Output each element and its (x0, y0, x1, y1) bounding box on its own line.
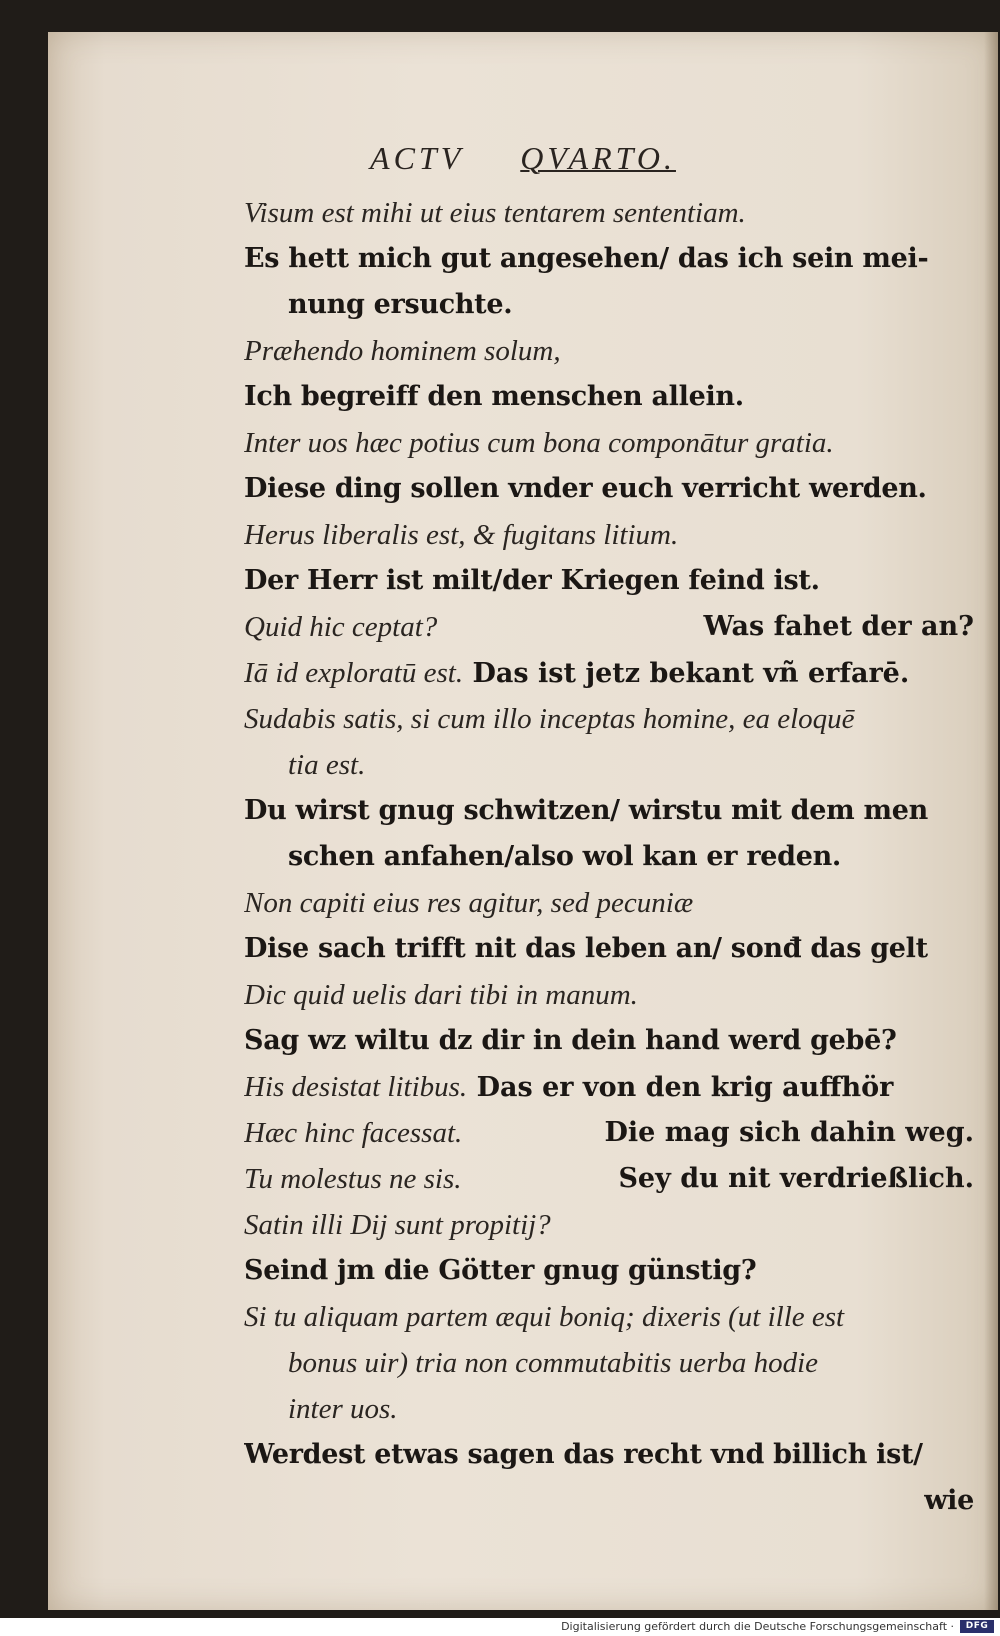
latin-phrase: Iā id exploratū est. (244, 657, 464, 689)
text-block (244, 190, 974, 1524)
text-line: Sag wz wiltu dz dir in dein hand werd gebē? (244, 1025, 897, 1056)
latin-phrase: Tu molestus ne sis. (244, 1163, 462, 1195)
text-line: tia est. (288, 749, 366, 781)
text-line: Inter uos hæc potius cum bona componātur gratia. (244, 427, 834, 459)
text-line: Visum est mihi ut eius tentarem sententiam. (244, 197, 746, 229)
digitization-footer (0, 1618, 1000, 1636)
german-phrase: Die mag sich dahin weg. (604, 1117, 974, 1148)
text-line: Præhendo hominem solum, (244, 335, 561, 367)
text-line: schen anfahen/also wol kan er reden. (288, 841, 842, 872)
text-line: Dise sach trifft nit das leben an/ sonđ das gelt (244, 933, 928, 964)
text-line: Es hett mich gut angesehen/ das ich sein mei- (244, 243, 929, 274)
text-line: Du wirst gnug schwitzen/ wirstu mit dem men (244, 795, 928, 826)
text-line (244, 604, 974, 650)
german-phrase: Das er von den krig auffhör (467, 1072, 894, 1103)
text-line: Der Herr ist milt/der Kriegen feind ist. (244, 565, 820, 596)
text-line: bonus uir) tria non commutabitis uerba hodie (288, 1347, 819, 1379)
text-line: inter uos. (288, 1393, 398, 1425)
text-line (244, 1064, 974, 1110)
text-line: Herus liberalis est, & fugitans litium. (244, 519, 679, 551)
text-line: Satin illi Dij sunt propitij? (244, 1209, 551, 1241)
running-header (48, 140, 998, 177)
header-right: QVARTO. (520, 140, 676, 176)
german-phrase: Das ist jetz bekant vñ erfarē. (463, 658, 910, 689)
text-line: Sudabis satis, si cum illo inceptas homine, ea eloquē (244, 703, 855, 735)
text-line (244, 1156, 974, 1202)
text-line: wie (924, 1485, 974, 1516)
text-line: nung ersuchte. (288, 289, 513, 320)
text-line: Si tu aliquam partem æqui boniq; dixeris (ut ille est (244, 1301, 845, 1333)
text-line: Ich begreiff den menschen allein. (244, 381, 744, 412)
footer-credit: Digitalisierung gefördert durch die Deutsche Forschungsgemeinschaft · (561, 1620, 954, 1633)
text-line: Non capiti eius res agitur, sed pecuniæ (244, 887, 694, 919)
german-phrase: Was fahet der an? (703, 611, 974, 642)
latin-phrase: Quid hic ceptat? (244, 611, 438, 643)
text-line: Werdest etwas sagen das recht vnd billich ist/ (244, 1439, 923, 1470)
text-line: Dic quid uelis dari tibi in manum. (244, 979, 638, 1011)
page-gutter-shadow (984, 32, 998, 1610)
text-line (244, 650, 974, 696)
book-page (48, 32, 998, 1610)
text-line (244, 1110, 974, 1156)
latin-phrase: His desistat litibus. (244, 1071, 468, 1103)
latin-phrase: Hæc hinc facessat. (244, 1117, 463, 1149)
text-line: Seind jm die Götter gnug günstig? (244, 1255, 757, 1286)
header-left: ACTV (370, 140, 465, 176)
german-phrase: Sey du nit verdrießlich. (618, 1163, 974, 1194)
dfg-logo: DFG (960, 1620, 994, 1633)
text-line: Diese ding sollen vnder euch verricht werden. (244, 473, 927, 504)
